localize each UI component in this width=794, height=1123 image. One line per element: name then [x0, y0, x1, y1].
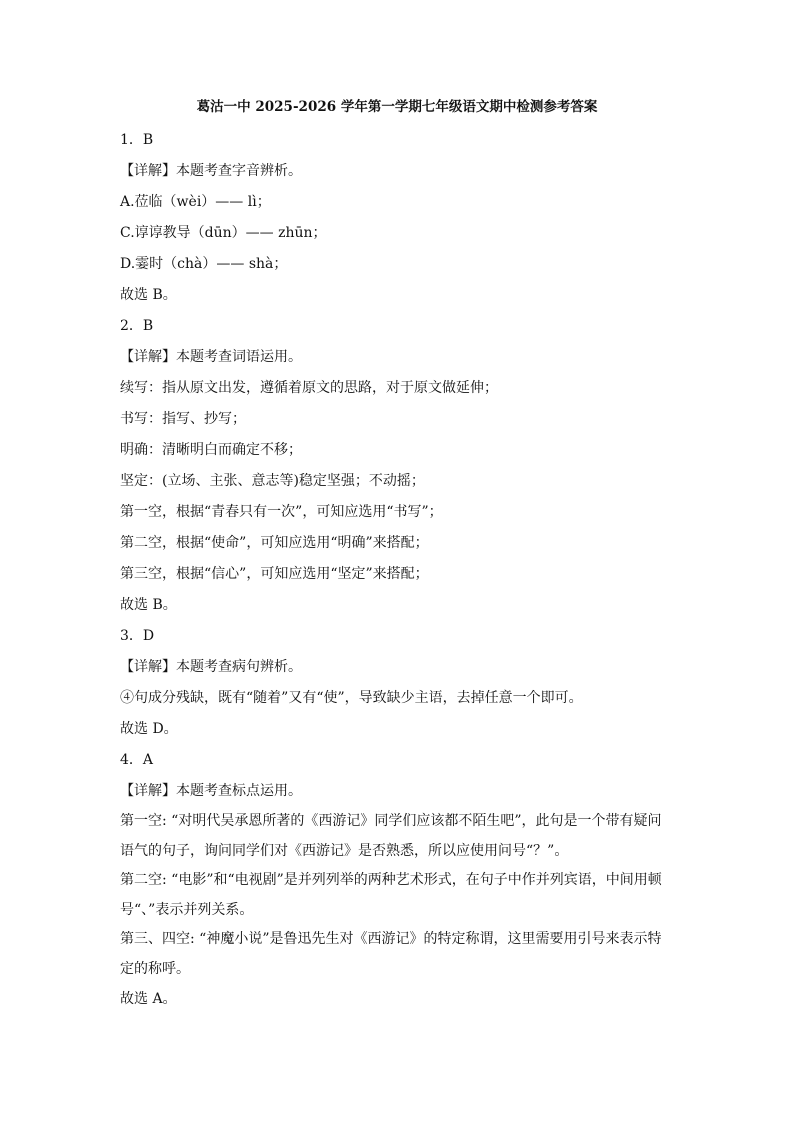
detail-heading: 【详解】本题考查词语运用。 [120, 349, 302, 365]
answer-line: 故选 B。 [120, 597, 177, 613]
explanation-paragraph: 第二空: “电影”和“电视剧”是并列列举的两种艺术形式，在句子中作并列宾语，中间用顿号“、”表示并列关系。 [120, 872, 662, 918]
explanation-paragraph: 第三、四空: “神魔小说”是鲁迅先生对《西游记》的特定称谓，这里需要用引号来表示特定的称呼。 [120, 931, 662, 977]
explanation-paragraph: 第一空: “对明代吴承恩所著的《西游记》同学们应该都不陌生吧”，此句是一个带有疑问语气的句子，询问同学们对《西游记》是否熟悉，所以应使用问号“？”。 [120, 813, 662, 859]
document-title: 葛沽一中 2025-2026 学年第一学期七年级语文期中检测参考答案 [196, 99, 598, 115]
explanation-line: 明确：清晰明白而确定不移； [120, 442, 302, 458]
question-number: 3．D [120, 628, 155, 644]
detail-heading: 【详解】本题考查标点运用。 [120, 783, 302, 799]
question-1 [120, 125, 674, 311]
question-4 [120, 745, 674, 1015]
detail-heading: 【详解】本题考查字音辨析。 [120, 163, 302, 179]
explanation-line: 书写：指写、抄写； [120, 411, 246, 427]
option-a-note: A.莅临（wèi）—— lì； [120, 194, 271, 210]
explanation-line: 续写：指从原文出发，遵循着原文的思路，对于原文做延伸； [120, 380, 498, 396]
option-d-note: D.霎时（chà）—— shà； [120, 256, 288, 272]
question-number: 1．B [120, 132, 154, 148]
explanation-line: ④句成分残缺，既有“随着”又有“使”，导致缺少主语，去掉任意一个即可。 [120, 690, 583, 706]
explanation-line: 坚定：(立场、主张、意志等)稳定坚强；不动摇； [120, 473, 425, 489]
explanation-line: 第三空，根据“信心”，可知应选用“坚定”来搭配； [120, 566, 429, 582]
answer-line: 故选 D。 [120, 721, 178, 737]
explanation-line: 第二空，根据“使命”，可知应选用“明确”来搭配； [120, 535, 429, 551]
explanation-line: 第一空，根据“青春只有一次”，可知应选用“书写”； [120, 504, 443, 520]
answer-line: 故选 A。 [120, 991, 177, 1007]
question-number: 4．A [120, 752, 154, 768]
question-number: 2．B [120, 318, 154, 334]
answer-line: 故选 B。 [120, 287, 177, 303]
question-3 [120, 621, 674, 745]
detail-heading: 【详解】本题考查病句辨析。 [120, 659, 302, 675]
option-c-note: C.谆谆教导（dūn）—— zhūn； [120, 225, 327, 241]
question-2 [120, 311, 674, 621]
